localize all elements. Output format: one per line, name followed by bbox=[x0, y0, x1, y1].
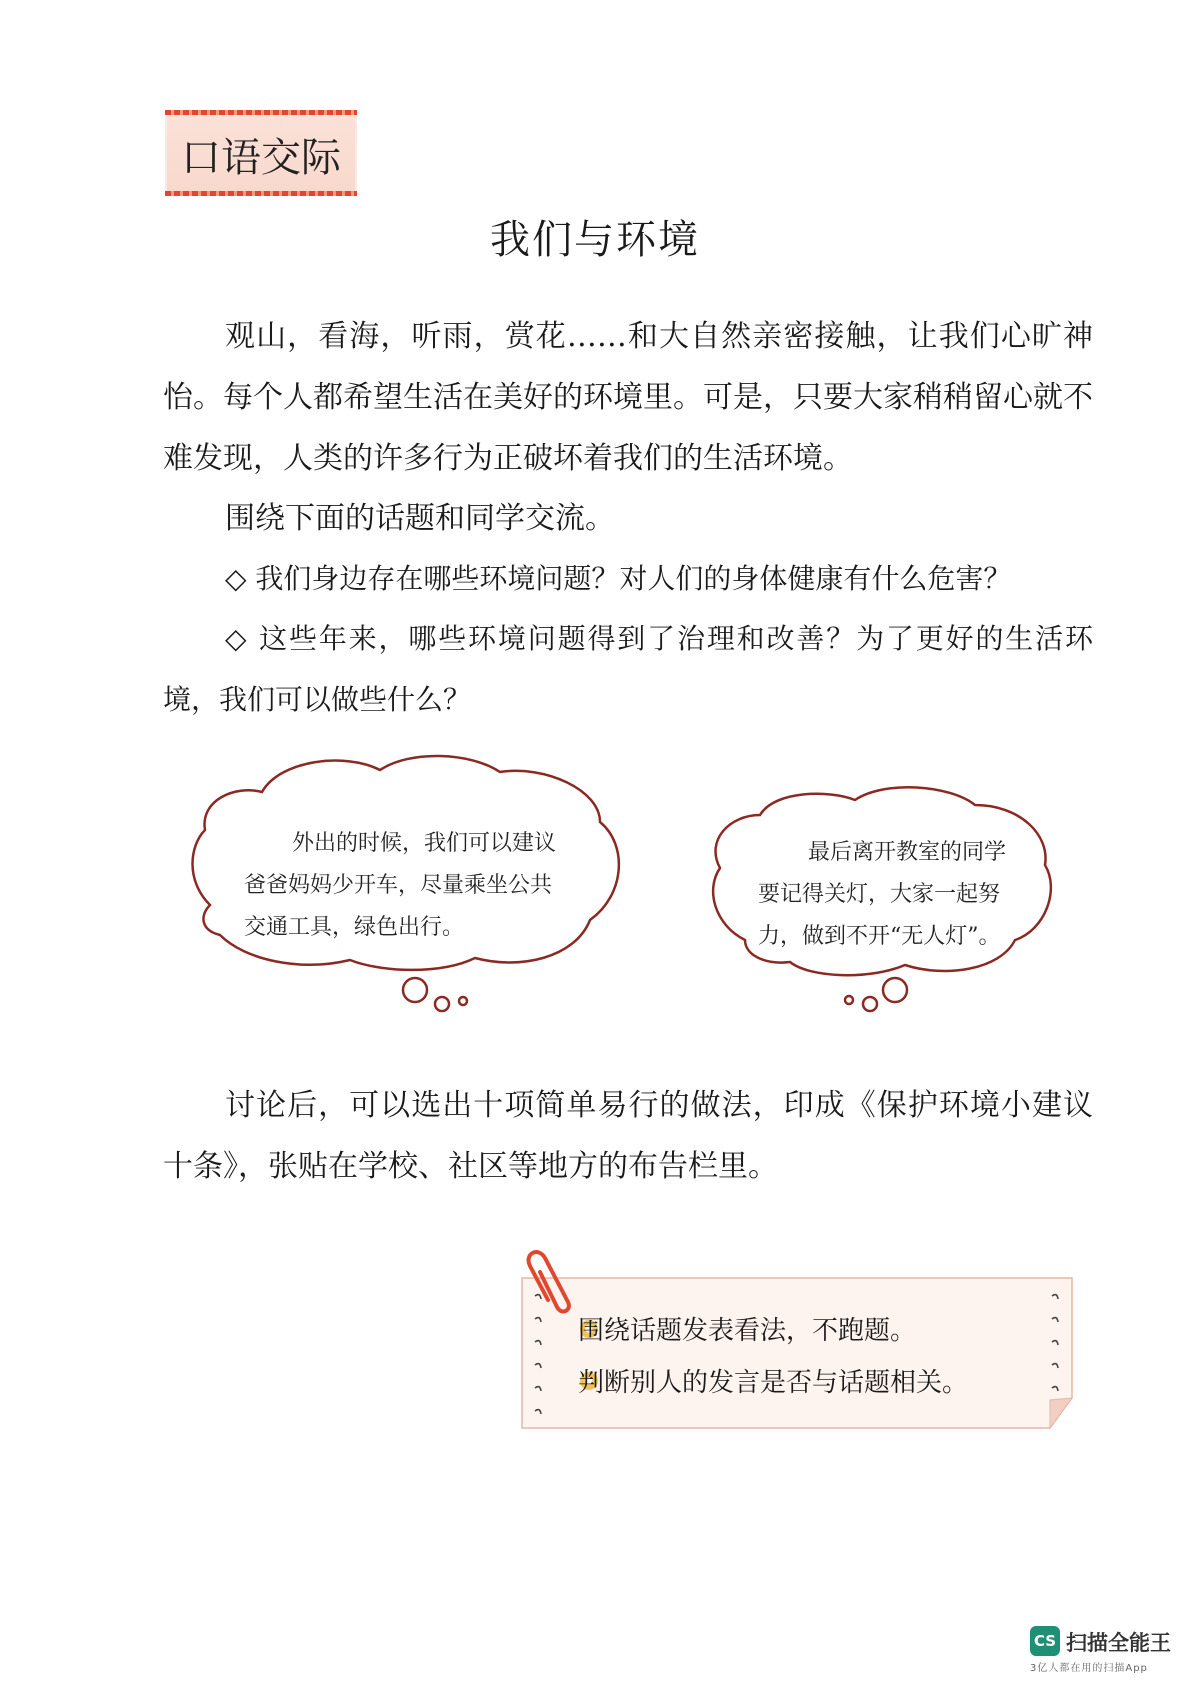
tip-1: 围绕话题发表看法，不跑题。 bbox=[578, 1316, 917, 1346]
right-bubble-line-3: 力，做到不开“无人灯”。 bbox=[758, 924, 1001, 949]
left-bubble-line-3: 交通工具，绿色出行。 bbox=[244, 915, 465, 940]
note-folded-corner bbox=[1050, 1398, 1072, 1428]
watermark-tagline: 3亿人都在用的扫描App bbox=[1030, 1663, 1148, 1674]
left-bubble-line-2: 爸爸妈妈少开车，尽量乘坐公共 bbox=[244, 873, 553, 898]
section-label-text: 口语交际 bbox=[181, 135, 341, 181]
question-2: ◇ 这些年来，哪些环境问题得到了治理和改善？为了更好的生活环境，我们可以做些什么？ bbox=[163, 622, 1093, 716]
watermark-name: 扫描全能王 bbox=[1066, 1631, 1171, 1655]
page-title: 我们与环境 bbox=[490, 217, 700, 263]
camscanner-logo-icon: CS bbox=[1030, 1626, 1060, 1656]
intro-paragraph: 观山，看海，听雨，赏花……和大自然亲密接触，让我们心旷神怡。每个人都希望生活在美好的环境里。可是，只要大家稍稍留心就不难发现，人类的许多行为正破坏着我们的生活环境。 bbox=[163, 319, 1093, 476]
note-paper bbox=[522, 1278, 1072, 1428]
tip-2: 判断别人的发言是否与话题相关。 bbox=[578, 1368, 969, 1398]
question-1: ◇ 我们身边存在哪些环境问题？对人们的身体健康有什么危害？ bbox=[225, 562, 1012, 595]
scanner-watermark bbox=[1030, 1626, 1180, 1674]
right-bubble-line-2: 要记得关灯，大家一起努 bbox=[758, 882, 1001, 907]
conclusion-paragraph: 讨论后，可以选出十项简单易行的做法，印成《保护环境小建议十条》，张贴在学校、社区等地方的布告栏里。 bbox=[163, 1088, 1093, 1184]
left-bubble-line-1: 外出的时候，我们可以建议 bbox=[292, 831, 557, 856]
right-bubble-line-1: 最后离开教室的同学 bbox=[808, 840, 1007, 865]
topic-instruction: 围绕下面的话题和同学交流。 bbox=[225, 501, 615, 536]
